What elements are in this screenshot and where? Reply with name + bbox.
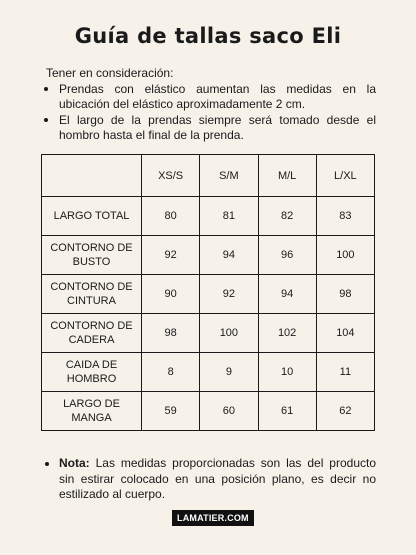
considerations-section [46, 66, 376, 143]
measure-value: 9 [200, 353, 258, 392]
size-header: M/L [258, 155, 316, 197]
measure-label: LARGO DE MANGA [42, 392, 142, 431]
consideration-item: • Prendas con elástico aumentan las medidas en la ubicación del elástico aproximadamente 2 cm. [59, 81, 376, 112]
measure-value: 96 [258, 236, 316, 275]
page-title: Guía de tallas saco Eli [74, 24, 342, 48]
note-section [46, 456, 376, 503]
table-row [42, 353, 375, 392]
considerations-heading: Tener en consideración: [46, 66, 174, 80]
measure-value: 80 [142, 197, 200, 236]
size-header-row [42, 155, 375, 197]
consideration-item: • El largo de la prendas siempre será tomado desde el hombro hasta el final de la prenda. [59, 112, 376, 143]
measure-value: 92 [142, 236, 200, 275]
measure-value: 94 [258, 275, 316, 314]
measure-label: CAIDA DE HOMBRO [42, 353, 142, 392]
measure-value: 8 [142, 353, 200, 392]
corner-cell [42, 155, 142, 197]
measure-label: CONTORNO DE CADERA [42, 314, 142, 353]
measure-value: 11 [316, 353, 374, 392]
measure-value: 83 [316, 197, 374, 236]
measure-value: 98 [142, 314, 200, 353]
measure-value: 61 [258, 392, 316, 431]
size-header: L/XL [316, 155, 374, 197]
note-label: Nota: [59, 456, 90, 470]
size-header: XS/S [142, 155, 200, 197]
measure-value: 94 [200, 236, 258, 275]
measure-value: 59 [142, 392, 200, 431]
table-row [42, 314, 375, 353]
measure-label: LARGO TOTAL [42, 197, 142, 236]
measure-value: 90 [142, 275, 200, 314]
measure-value: 62 [316, 392, 374, 431]
measure-label: CONTORNO DE CINTURA [42, 275, 142, 314]
measure-value: 60 [200, 392, 258, 431]
measure-value: 92 [200, 275, 258, 314]
measure-value: 98 [316, 275, 374, 314]
size-header: S/M [200, 155, 258, 197]
measure-value: 81 [200, 197, 258, 236]
note-text: Las medidas proporcionadas son las del producto sin estirar colocado en una posición plano, es decir no estilizado al cuerpo. [59, 456, 376, 501]
table-row [42, 275, 375, 314]
brand-logo: LAMATIER.COM [172, 510, 254, 526]
size-table [41, 154, 375, 431]
measure-value: 82 [258, 197, 316, 236]
measure-value: 102 [258, 314, 316, 353]
measure-value: 100 [200, 314, 258, 353]
measure-value: 104 [316, 314, 374, 353]
note-list [46, 456, 376, 503]
measure-value: 10 [258, 353, 316, 392]
table-row [42, 392, 375, 431]
note-item [59, 456, 376, 503]
measure-label: CONTORNO DE BUSTO [42, 236, 142, 275]
table-row [42, 197, 375, 236]
considerations-list [46, 81, 376, 143]
measure-value: 100 [316, 236, 374, 275]
table-row [42, 236, 375, 275]
